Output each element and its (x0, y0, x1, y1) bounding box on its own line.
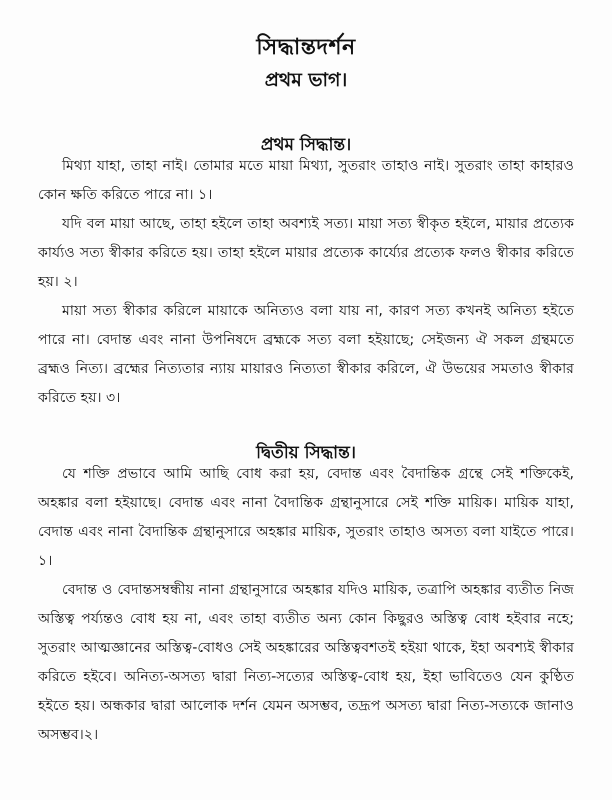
paragraph (38, 460, 574, 576)
part-title: প্রথম ভাগ। (264, 69, 348, 91)
paragraph-text: যে শক্তি প্রভাবে আমি আছি বোধ করা হয়, বেদান্ত এবং বৈদান্তিক গ্রন্থে সেই শক্তিকেই, অহঙ্কার বলা হইয়াছে। বেদান্ত এবং নানা বৈদান্তিক গ্রন্থানুসারে সেই শক্তি মায়িক। মায়িক যাহা, বেদান্ত এবং নানা বৈদান্তিক গ্রন্থানুসারে অহঙ্কার মায়িক, সুতরাং তাহাও অসত্য বলা যাইতে পারে।১। (38, 466, 574, 569)
paragraph-text: মিথ্যা যাহা, তাহা নাই। তোমার মতে মায়া মিথ্যা, সুতরাং তাহাও নাই। সুতরাং তাহা কাহারও কোন ক্ষতি করিতে পারে না। ১। (38, 158, 574, 203)
section-heading-second: দ্বিতীয় সিদ্ধান্ত। (256, 443, 356, 463)
paragraph (38, 210, 574, 297)
paragraph (38, 576, 574, 750)
paragraph-text: বেদান্ত ও বেদান্তসম্বন্ধীয় নানা গ্রন্থানুসারে অহঙ্কার যদিও মায়িক, তত্রাপি অহঙ্কার ব্যতীত নিজ অস্তিত্ব পর্য্যন্তও বোধ হয় না, এবং তাহা ব্যতীত অন্য কোন কিছুরও অস্তিত্ব বোধ হইবার নহে; সুতরাং আত্মজ্ঞানের অস্তিত্ব-বোধও সেই অহঙ্কারের অস্তিত্ববশতই হইয়া থাকে, ইহা অবশ্যই স্বীকার করিতে হইবে। অনিত্য-অসত্য দ্বারা নিত্য-সত্যের অস্তিত্ব-বোধ হয়, ইহা ভাবিতেও যেন কুণ্ঠিত হইতে হয়। অন্ধকার দ্বারা আলোক দর্শন যেমন অসম্ভব, তদ্রূপ অসত্য দ্বারা নিত্য-সত্যকে জানাও অসম্ভব।২। (38, 582, 574, 743)
book-title: সিদ্ধান্তদর্শন (256, 35, 356, 60)
paragraph-text: মায়া সত্য স্বীকার করিলে মায়াকে অনিত্যও বলা যায় না, কারণ সত্য কখনই অনিত্য হইতে পারে না। বেদান্ত এবং নানা উপনিষদে ব্রহ্মকে সত্য বলা হইয়াছে; সেইজন্য ঐ সকল গ্রন্থমতে ব্রহ্মও নিত্য। ব্রহ্মের নিত্যতার ন্যায় মায়ারও নিত্যতা স্বীকার করিলে, ঐ উভয়ের সমতাও স্বীকার করিতে হয়। ৩। (38, 303, 574, 406)
paragraph (38, 297, 574, 413)
paragraph-text: যদি বল মায়া আছে, তাহা হইলে তাহা অবশ্যই সত্য। মায়া সত্য স্বীকৃত হইলে, মায়ার প্রত্যেক কার্য্যও সত্য স্বীকার করিতে হয়। তাহা হইলে মায়ার প্রত্যেক কার্য্যের প্রত্যেক ফলও স্বীকার করিতে হয়। ২। (38, 216, 574, 290)
paragraph (38, 152, 574, 210)
section-heading-first: প্রথম সিদ্ধান্ত। (260, 135, 352, 155)
